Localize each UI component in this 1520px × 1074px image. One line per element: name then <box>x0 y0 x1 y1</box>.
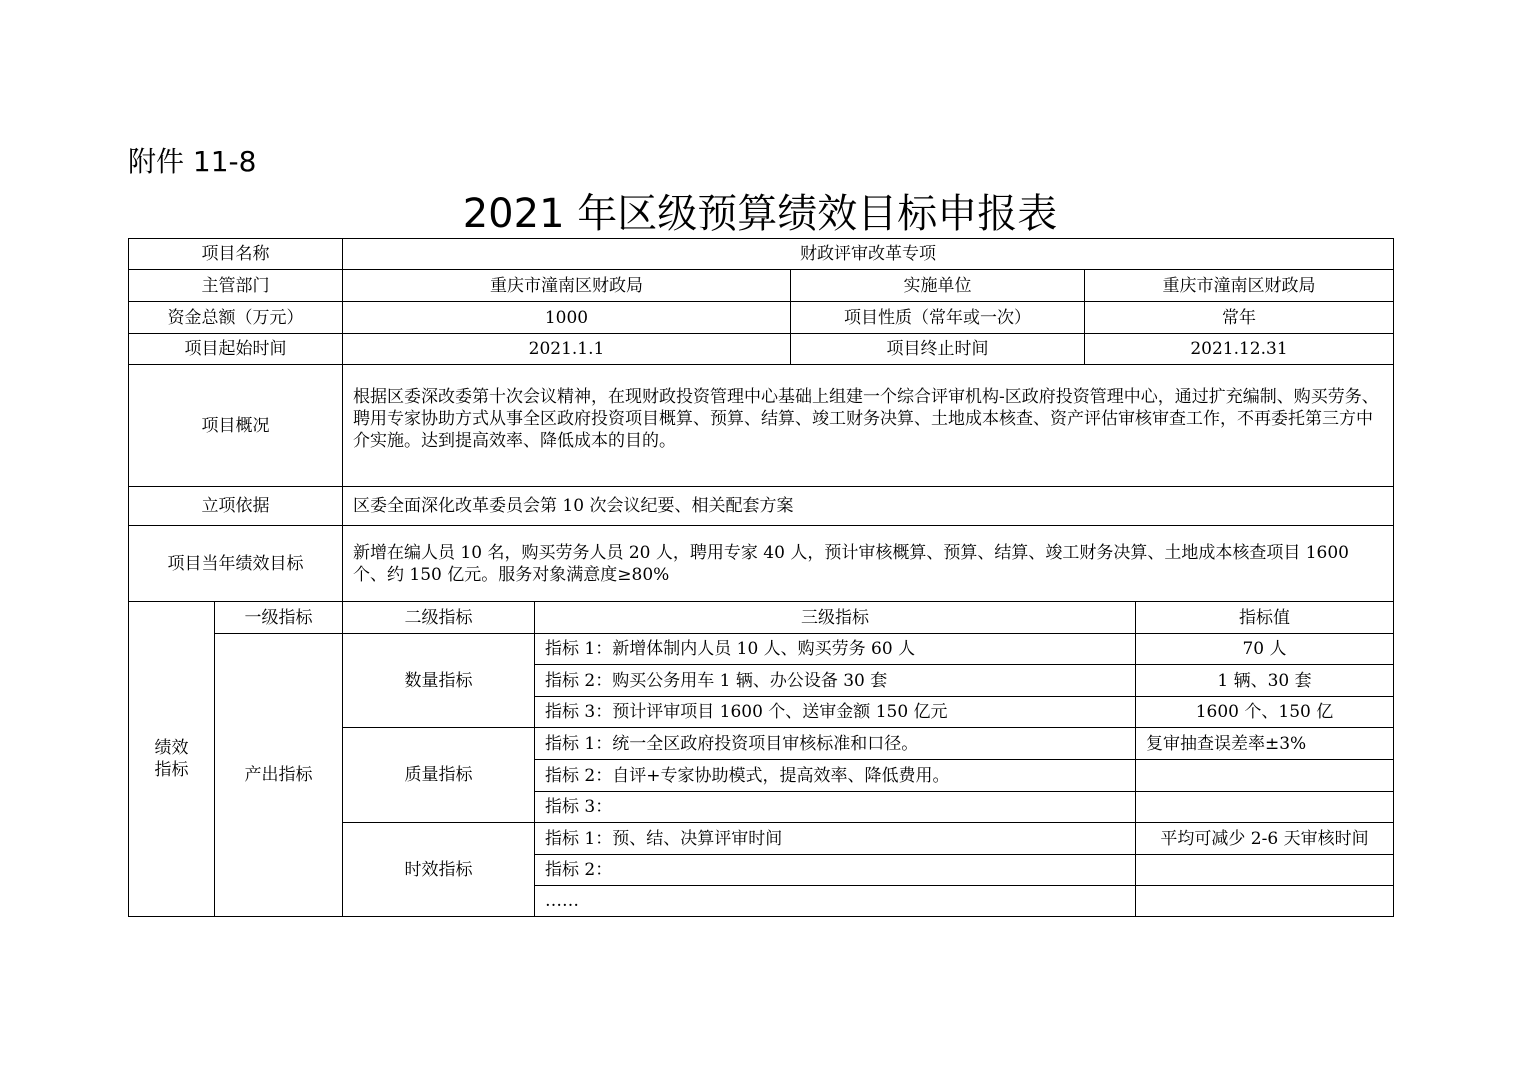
indicator-value: 1600 个、150 亿 <box>1136 697 1394 728</box>
header-level1: 一级指标 <box>215 602 343 634</box>
table-row <box>129 365 1394 487</box>
indicator-value <box>1136 792 1394 823</box>
table-row <box>129 302 1394 334</box>
quantity-label: 数量指标 <box>343 634 535 728</box>
end-label: 项目终止时间 <box>791 334 1085 365</box>
indicators-table <box>128 601 1394 917</box>
table-row <box>129 270 1394 302</box>
indicator-value: 70 人 <box>1136 634 1394 665</box>
indicator-value: 1 辆、30 套 <box>1136 665 1394 697</box>
indicator-value: 复审抽查误差率±3% <box>1136 728 1394 760</box>
quality-label: 质量指标 <box>343 728 535 823</box>
project-name-value: 财政评审改革专项 <box>343 239 1394 270</box>
project-info-table <box>128 238 1394 602</box>
end-value: 2021.12.31 <box>1085 334 1394 365</box>
indicator-text: 指标 2：购买公务用车 1 辆、办公设备 30 套 <box>535 665 1136 697</box>
dept-value: 重庆市潼南区财政局 <box>343 270 791 302</box>
goal-label: 项目当年绩效目标 <box>129 526 343 602</box>
indicator-text: 指标 3：预计评审项目 1600 个、送审金额 150 亿元 <box>535 697 1136 728</box>
basis-label: 立项依据 <box>129 487 343 526</box>
level1-output: 产出指标 <box>215 634 343 917</box>
indicator-value <box>1136 760 1394 792</box>
table-row <box>129 526 1394 602</box>
indicator-value: 平均可减少 2-6 天审核时间 <box>1136 823 1394 855</box>
indicator-value <box>1136 886 1394 917</box>
indicator-text: 指标 2： <box>535 855 1136 886</box>
table-row <box>129 487 1394 526</box>
nature-label: 项目性质（常年或一次） <box>791 302 1085 334</box>
header-level2: 二级指标 <box>343 602 535 634</box>
indicators-section-label: 绩效 指标 <box>129 602 215 917</box>
header-value: 指标值 <box>1136 602 1394 634</box>
overview-text: 根据区委深改委第十次会议精神，在现财政投资管理中心基础上组建一个综合评审机构-区政府投资管理中心，通过扩充编制、购买劳务、聘用专家协助方式从事全区政府投资项目概算、预算、结算、竣工财务决算、土地成本核查、资产评估审核审查工作，不再委托第三方中介实施。达到提高效率、降低成本的目的。 <box>343 365 1394 487</box>
indicator-text: 指标 3： <box>535 792 1136 823</box>
project-name-label: 项目名称 <box>129 239 343 270</box>
header-level3: 三级指标 <box>535 602 1136 634</box>
overview-label: 项目概况 <box>129 365 343 487</box>
funds-value: 1000 <box>343 302 791 334</box>
start-value: 2021.1.1 <box>343 334 791 365</box>
table-row <box>129 239 1394 270</box>
indicator-text: 指标 1：统一全区政府投资项目审核标准和口径。 <box>535 728 1136 760</box>
start-label: 项目起始时间 <box>129 334 343 365</box>
timeliness-label: 时效指标 <box>343 823 535 917</box>
table-row <box>129 602 1394 634</box>
attachment-number: 附件 11-8 <box>128 145 257 178</box>
table-row <box>129 334 1394 365</box>
funds-label: 资金总额（万元） <box>129 302 343 334</box>
indicator-value <box>1136 855 1394 886</box>
nature-value: 常年 <box>1085 302 1394 334</box>
indicator-text: 指标 2：自评+专家协助模式，提高效率、降低费用。 <box>535 760 1136 792</box>
indicator-text: …… <box>535 886 1136 917</box>
dept-label: 主管部门 <box>129 270 343 302</box>
basis-text: 区委全面深化改革委员会第 10 次会议纪要、相关配套方案 <box>343 487 1394 526</box>
indicator-text: 指标 1：预、结、决算评审时间 <box>535 823 1136 855</box>
impl-value: 重庆市潼南区财政局 <box>1085 270 1394 302</box>
page-title: 2021 年区级预算绩效目标申报表 <box>462 191 1058 237</box>
goal-text: 新增在编人员 10 名，购买劳务人员 20 人，聘用专家 40 人，预计审核概算、预算、结算、竣工财务决算、土地成本核查项目 1600 个、约 150 亿元。服务对象满意度≥80% <box>343 526 1394 602</box>
impl-label: 实施单位 <box>791 270 1085 302</box>
indicator-text: 指标 1：新增体制内人员 10 人、购买劳务 60 人 <box>535 634 1136 665</box>
table-row <box>129 634 1394 665</box>
